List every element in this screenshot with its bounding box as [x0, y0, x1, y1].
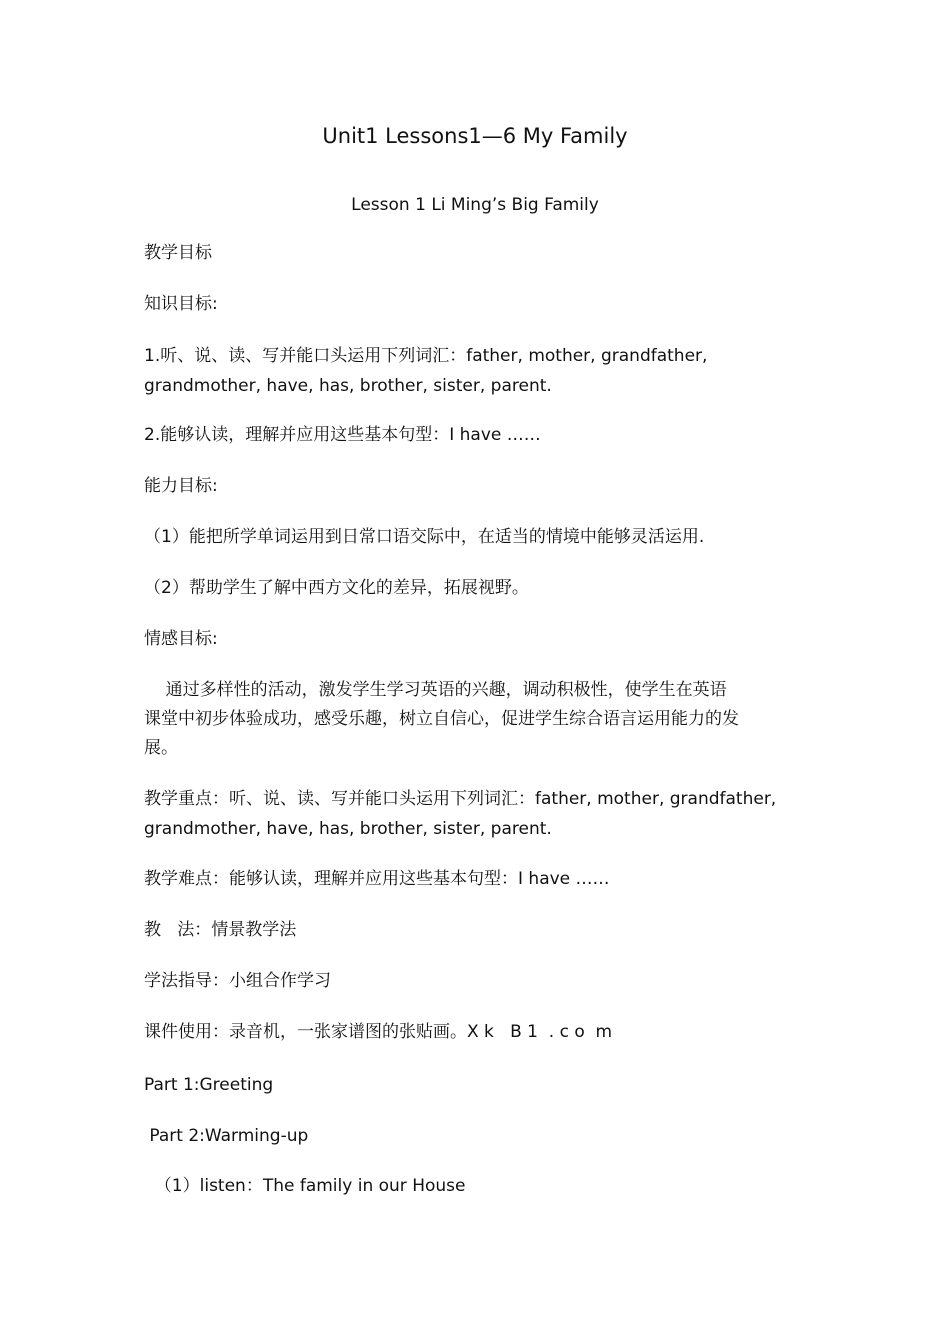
emotion-text-line-1: 通过多样性的活动，激发学生学习英语的兴趣，调动积极性，使学生在英语	[144, 680, 727, 700]
emotion-text-line-2: 课堂中初步体验成功，感受乐趣，树立自信心，促进学生综合语言运用能力的发	[144, 709, 739, 729]
courseware-usage: 课件使用：录音机，一张家谱图的张贴画。X k B 1 . c o m	[144, 1022, 613, 1042]
key-point-line-2: grandmother, have, has, brother, sister, parent.	[144, 819, 552, 839]
emotion-text-line-3: 展。	[144, 738, 178, 758]
part-2-heading: Part 2:Warming-up	[144, 1126, 309, 1146]
teaching-method: 教 法：情景教学法	[144, 920, 297, 940]
ability-item-2: （2）帮助学生了解中西方文化的差异，拓展视野。	[144, 578, 529, 598]
knowledge-item-1-line-1: 1.听、说、读、写并能口头运用下列词汇：father, mother, grandfather,	[144, 346, 708, 366]
listen-item: （1）listen：The family in our House	[144, 1176, 466, 1196]
knowledge-heading: 知识目标:	[144, 294, 218, 314]
ability-heading: 能力目标:	[144, 476, 218, 496]
goals-heading: 教学目标	[144, 243, 212, 263]
key-point-line-1: 教学重点：听、说、读、写并能口头运用下列词汇：father, mother, grandfather,	[144, 789, 777, 809]
emotion-heading: 情感目标:	[144, 629, 218, 649]
lesson-subtitle: Lesson 1 Li Ming’s Big Family	[351, 195, 599, 215]
part-1-heading: Part 1:Greeting	[144, 1075, 274, 1095]
ability-item-1: （1）能把所学单词运用到日常口语交际中，在适当的情境中能够灵活运用.	[144, 527, 705, 547]
difficult-point: 教学难点：能够认读，理解并应用这些基本句型：I have ……	[144, 869, 610, 889]
knowledge-item-1-line-2: grandmother, have, has, brother, sister, parent.	[144, 376, 552, 396]
knowledge-item-2: 2.能够认读，理解并应用这些基本句型：I have ……	[144, 425, 541, 445]
document-title: Unit1 Lessons1—6 My Family	[322, 124, 628, 148]
study-guidance: 学法指导：小组合作学习	[144, 971, 331, 991]
